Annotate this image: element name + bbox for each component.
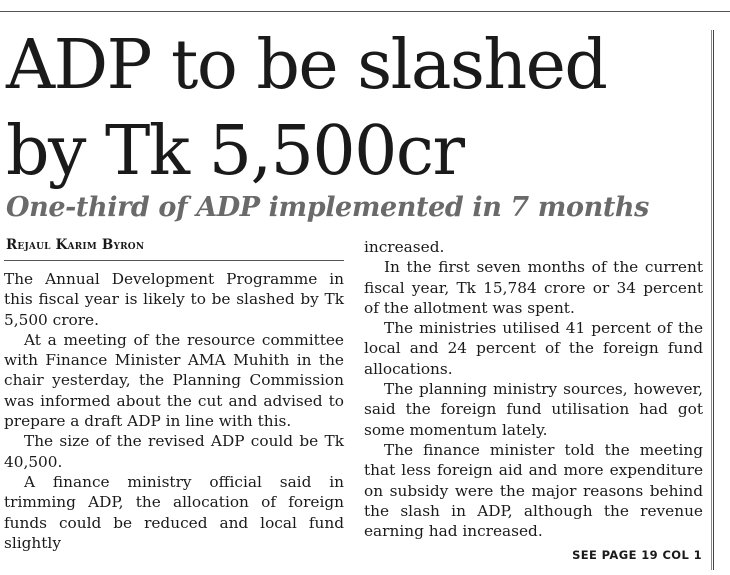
article-column-2: [364, 237, 703, 541]
paragraph: The size of the revised ADP could be Tk 40,500.: [4, 432, 344, 471]
paragraph: The finance minister told the meeting that less foreign aid and more expenditure on subsidy were the major reasons behind the slash in ADP, although the revenue earning had increased.: [364, 440, 703, 541]
byline-rule: [4, 260, 344, 261]
article-column-1: [4, 269, 344, 553]
paragraph: The Annual Development Programme in this fiscal year is likely to be slashed by Tk 5,500 crore.: [4, 270, 344, 329]
paragraph: A finance ministry official said in trimming ADP, the allocation of foreign funds could be reduced and local fund slightly: [4, 472, 344, 552]
paragraph: At a meeting of the resource committee with Finance Minister AMA Muhith in the chair yesterday, the Planning Commission was informed about the cut and advised to prepare a draft ADP in line with this.: [4, 330, 344, 431]
byline: Rejaul Karim Byron: [6, 237, 145, 253]
top-rule: [0, 11, 730, 12]
continuation-link[interactable]: SEE PAGE 19 COL 1: [572, 548, 702, 562]
paragraph: The ministries utilised 41 percent of the local and 24 percent of the foreign fund allocations.: [364, 319, 703, 378]
subheadline: One-third of ADP implemented in 7 months: [6, 192, 649, 223]
paragraph: In the first seven months of the current fiscal year, Tk 15,784 crore or 34 percent of the allotment was spent.: [364, 258, 703, 317]
headline-line-1: ADP to be slashed: [6, 26, 607, 105]
column-divider-dark: [713, 30, 714, 570]
headline: [6, 23, 606, 195]
column-divider: [711, 30, 712, 570]
paragraph: increased.: [364, 238, 445, 256]
paragraph: The planning ministry sources, however, said the foreign fund utilisation had got some momentum lately.: [364, 380, 703, 439]
headline-line-2: by Tk 5,500cr: [6, 112, 464, 191]
